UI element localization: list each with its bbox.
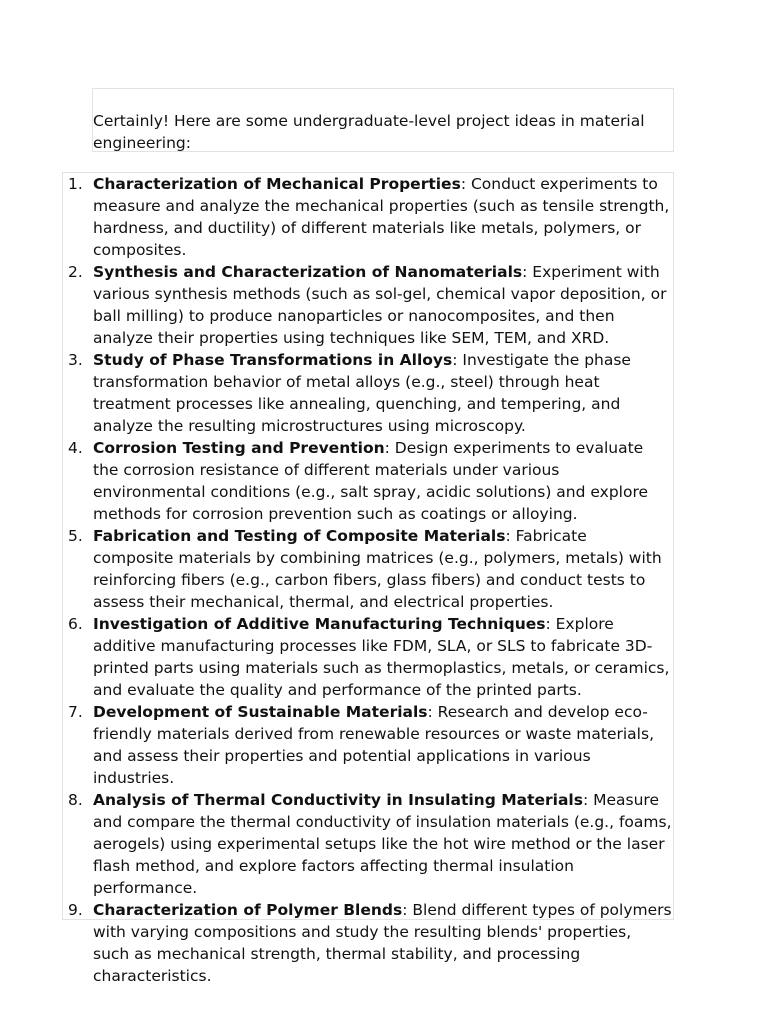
list-item-title: Analysis of Thermal Conductivity in Insulating Materials bbox=[93, 791, 583, 809]
list-item-description: : Blend different types of polymers with varying compositions and study the resulting blends' properties, such as mechanical strength, thermal stability, and processing characteristics. bbox=[93, 901, 672, 985]
list-item-number: 1. bbox=[68, 175, 83, 193]
list-item-number: 6. bbox=[68, 615, 83, 633]
list-item-description: : Experiment with various synthesis methods (such as sol-gel, chemical vapor deposition, or ball milling) to produce nanoparticles or nanocomposites, and then analyze their properties using techniques like SEM, TEM, and XRD. bbox=[93, 263, 667, 347]
list-item-title: Investigation of Additive Manufacturing Techniques bbox=[93, 615, 546, 633]
list-item bbox=[62, 701, 674, 789]
list-item-title: Corrosion Testing and Prevention bbox=[93, 439, 385, 457]
list-item-title: Characterization of Polymer Blends bbox=[93, 901, 403, 919]
list-item bbox=[62, 525, 674, 613]
list-item-description: : Measure and compare the thermal conductivity of insulation materials (e.g., foams, aerogels) using experimental setups like the hot wire method or the laser flash method, and explore factors affecting thermal insulation performance. bbox=[93, 791, 672, 897]
list-item bbox=[62, 613, 674, 701]
list-item-description: : Investigate the phase transformation behavior of metal alloys (e.g., steel) through heat treatment processes like annealing, quenching, and tempering, and analyze the resulting microstructures using microscopy. bbox=[93, 351, 631, 435]
list-item-description: : Conduct experiments to measure and analyze the mechanical properties (such as tensile strength, hardness, and ductility) of different materials like metals, polymers, or composites. bbox=[93, 175, 670, 259]
list-item-title: Study of Phase Transformations in Alloys bbox=[93, 351, 453, 369]
list-item-description: : Fabricate composite materials by combining matrices (e.g., polymers, metals) with reinforcing fibers (e.g., carbon fibers, glass fibers) and conduct tests to assess their mechanical, thermal, and electrical properties. bbox=[93, 527, 662, 611]
list-item bbox=[62, 349, 674, 437]
list-item-number: 7. bbox=[68, 703, 83, 721]
list-item bbox=[62, 261, 674, 349]
list-item-title: Fabrication and Testing of Composite Materials bbox=[93, 527, 506, 545]
list-item bbox=[62, 173, 674, 261]
list-item-number: 4. bbox=[68, 439, 83, 457]
list-item-description: : Explore additive manufacturing processes like FDM, SLA, or SLS to fabricate 3D-printed parts using materials such as thermoplastics, metals, or ceramics, and evaluate the quality and performance of the printed parts. bbox=[93, 615, 670, 699]
intro-paragraph: Certainly! Here are some undergraduate-level project ideas in material engineering: bbox=[93, 112, 645, 152]
list-item-number: 9. bbox=[68, 901, 83, 919]
list-item-title: Characterization of Mechanical Properties bbox=[93, 175, 461, 193]
list-item-description: : Design experiments to evaluate the corrosion resistance of different materials under various environmental conditions (e.g., salt spray, acidic solutions) and explore methods for corrosion prevention such as coatings or alloying. bbox=[93, 439, 649, 523]
list-item-number: 8. bbox=[68, 791, 83, 809]
list-item-title: Development of Sustainable Materials bbox=[93, 703, 428, 721]
list-item-number: 5. bbox=[68, 527, 83, 545]
list-item-description: : Research and develop eco-friendly materials derived from renewable resources or waste materials, and assess their properties and potential applications in various industries. bbox=[93, 703, 654, 787]
list-item bbox=[62, 899, 674, 987]
list-item bbox=[62, 437, 674, 525]
project-list bbox=[62, 173, 674, 987]
list-item-number: 2. bbox=[68, 263, 83, 281]
list-item-number: 3. bbox=[68, 351, 83, 369]
list-item-title: Synthesis and Characterization of Nanomaterials bbox=[93, 263, 523, 281]
list-item bbox=[62, 789, 674, 899]
